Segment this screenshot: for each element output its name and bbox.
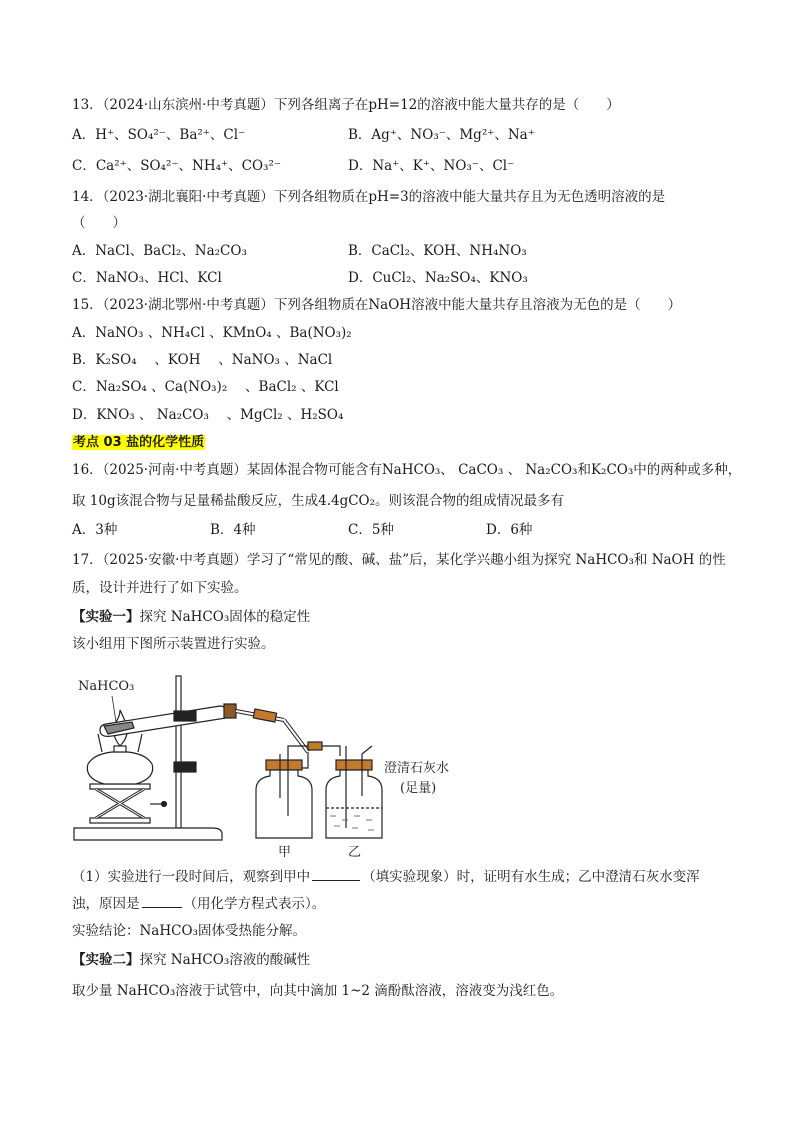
q17-exp1-heading [72, 607, 310, 627]
q15-stem: 15．（2023·湖北鄂州·中考真题）下列各组物质在NaOH溶液中能大量共存且溶液为无色的是（ ） [72, 297, 682, 313]
q14-paren: （ ） [72, 215, 126, 231]
q17-exp2-line: 取少量 NaHCO₃溶液于试管中，向其中滴加 1~2 滴酚酞溶液，溶液变为浅红色。 [72, 983, 564, 999]
bottle-jia [256, 770, 312, 838]
fig-reagent-label: NaHCO₃ [78, 679, 135, 694]
q15-option-c: C．Na₂SO₄ 、Ca(NO₃)₂ 、BaCl₂ 、KCl [72, 379, 339, 395]
q16-option-c: C．5种 [348, 522, 394, 538]
q14-option-b: B．CaCl₂、KOH、NH₄NO₃ [348, 243, 527, 259]
fig-label-jia: 甲 [278, 845, 292, 860]
q17-sub1-line2 [72, 893, 325, 914]
q17-stem-line2: 质，设计并进行了如下实验。 [72, 580, 248, 596]
q17-conclusion: 实验结论：NaHCO₃固体受热能分解。 [72, 923, 306, 939]
q17-exp1-intro: 该小组用下图所示装置进行实验。 [72, 636, 275, 652]
fig-limewater-label: 澄清石灰水 [384, 761, 450, 776]
q16-stem-line2: 取 10g该混合物与足量稀盐酸反应，生成4.4gCO₂。则该混合物的组成情况最多有 [72, 493, 565, 509]
q15-option-b: B．K₂SO₄ 、KOH 、NaNO₃ 、NaCl [72, 352, 333, 368]
exp1-text: 探究 NaHCO₃固体的稳定性 [139, 609, 311, 625]
q17-sub1-line1 [72, 866, 700, 887]
q16-option-d: D．6种 [486, 522, 533, 538]
exp2-text: 探究 NaHCO₃溶液的酸碱性 [139, 952, 311, 968]
stand-base [74, 828, 222, 840]
section-header-label: 考点 03 盐的化学性质 [73, 435, 205, 450]
stand-rod [176, 676, 181, 828]
q14-option-a: A．NaCl、BaCl₂、Na₂CO₃ [72, 243, 247, 259]
sub1-part-a: （1）实验进行一段时间后，观察到甲中 [72, 869, 311, 885]
q14-option-c: C．NaNO₃、HCl、KCl [72, 270, 222, 286]
q13-option-c: C．Ca²⁺、SO₄²⁻、NH₄⁺、CO₃²⁻ [72, 158, 281, 174]
q17-stem-line1: 17．（2025·安徽·中考真题）学习了“常见的酸、碱、盐”后，某化学兴趣小组为探究 NaHCO₃和 NaOH 的性 [72, 552, 726, 568]
q17-exp2-heading [72, 950, 310, 970]
q13-option-d: D．Na⁺、K⁺、NO₃⁻、Cl⁻ [348, 158, 515, 174]
q16-option-b: B．4种 [210, 522, 256, 538]
answer-blank-2[interactable] [142, 893, 182, 908]
q14-option-d: D．CuCl₂、Na₂SO₄、KNO₃ [348, 270, 528, 286]
q15-option-a: A．NaNO₃ 、NH₄Cl 、KMnO₄ 、Ba(NO₃)₂ [72, 325, 352, 341]
sub1-part-d: （用化学方程式表示）。 [183, 896, 326, 912]
fig-label-yi: 乙 [348, 845, 362, 860]
q15-option-d: D．KNO₃ 、 Na₂CO₃ 、MgCl₂ 、H₂SO₄ [72, 407, 344, 423]
sub1-part-b: （填实验现象）时，证明有水生成；乙中澄清石灰水变浑 [362, 869, 700, 885]
q16-stem-line1: 16．（2025·河南·中考真题）某固体混合物可能含有NaHCO₃、 CaCO₃ 、 Na₂CO₃和K₂CO₃中的两种或多种， [72, 462, 742, 478]
q13-option-b: B．Ag⁺、NO₃⁻、Mg²⁺、Na⁺ [348, 127, 535, 143]
q13-option-a: A．H⁺、SO₄²⁻、Ba²⁺、Cl⁻ [72, 127, 246, 143]
answer-blank-1[interactable] [312, 866, 360, 881]
exp2-title: 【实验二】 [72, 952, 140, 968]
q13-stem: 13．（2024·山东滨州·中考真题）下列各组离子在pH=12的溶液中能大量共存的是（ ） [72, 97, 620, 113]
q14-stem: 14．（2023·湖北襄阳·中考真题）下列各组物质在pH=3的溶液中能大量共存且为无色透明溶液的是 [72, 189, 666, 205]
apparatus-figure [72, 668, 472, 863]
sub1-part-c: 浊，原因是 [72, 896, 140, 912]
section-header [72, 432, 205, 453]
exp1-title: 【实验一】 [72, 609, 140, 625]
fig-excess-label: (足量) [400, 781, 437, 796]
q16-option-a: A．3种 [72, 522, 118, 538]
